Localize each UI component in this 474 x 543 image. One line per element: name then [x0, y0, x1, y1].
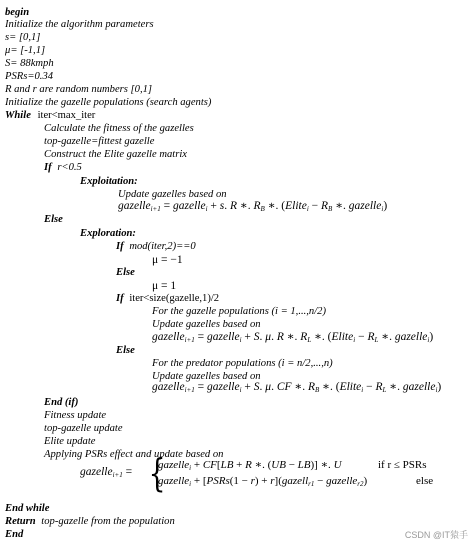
if-condition: r<0.5: [57, 162, 82, 173]
size-condition: iter<size(gazelle,1)/2: [129, 293, 220, 304]
left-brace: {: [148, 451, 166, 495]
init-params-line: Initialize the algorithm parameters: [5, 19, 154, 30]
mu-negative: μ = −1: [152, 254, 183, 266]
while-keyword: While: [5, 110, 31, 121]
predator-equation: gazelle$_{i+1}$ = gazelle$_i$ + S. μ. CF ∗. $R_B$ ∗. (Elite$_i$ − $R_L$ ∗. gazelle$_i$): [152, 381, 442, 394]
psrs-equation-lhs: gazelle$_{i+1}$ =: [80, 466, 133, 479]
if-keyword-3: If: [116, 293, 124, 304]
psrs-effect-line: Applying PSRs effect and update based on: [44, 449, 224, 460]
calc-fitness-line: Calculate the fitness of the gazelles: [44, 123, 194, 134]
else-keyword-3: Else: [116, 345, 135, 356]
S-definition: S= 88kmph: [5, 58, 54, 69]
construct-elite-line: Construct the Elite gazelle matrix: [44, 149, 187, 160]
psrs-definition: PSRs=0.34: [5, 71, 54, 82]
return-text: top-gazelle from the population: [41, 516, 175, 527]
while-condition: iter<max_iter: [37, 110, 96, 121]
if-keyword: If: [44, 162, 52, 173]
psrs-case-1: gazelle$_i$ + CF[LB + R ∗. (UB − LB)] ∗. U: [158, 459, 342, 472]
if-mod-line: [116, 240, 196, 253]
mod-condition: mod(iter,2)==0: [129, 241, 196, 252]
psrs-case-2: gazelle$_i$ + [PSRs(1 − r) + r](gazell$_{r1}$ − gazelle$_{r2}$): [158, 475, 368, 488]
top-gazelle-line: top-gazelle=fittest gazelle: [44, 136, 155, 147]
s-definition: s= [0,1]: [5, 32, 41, 43]
init-population-line: Initialize the gazelle populations (search agents): [5, 97, 212, 108]
update-based-on-3: Update gazelles based on: [152, 371, 261, 382]
if-line: [44, 161, 82, 174]
exploitation-label: Exploitation:: [80, 176, 138, 187]
else-keyword-2: Else: [116, 267, 135, 278]
else-keyword-1: Else: [44, 214, 63, 225]
end-if-keyword: End (if): [44, 397, 79, 408]
cropped-caption-edge: [0, 0, 474, 2]
exploitation-equation: gazelle$_{i+1}$ = gazelle$_i$ + s. R ∗. $R_B$ ∗. (Elite$_i$ − $R_B$ ∗. gazelle$_i$): [118, 200, 388, 213]
if-size-line: [116, 292, 219, 305]
fitness-update-line: Fitness update: [44, 410, 107, 421]
end-keyword: End: [5, 529, 24, 540]
elite-update-line: Elite update: [44, 436, 96, 447]
mu-positive: μ = 1: [152, 280, 177, 292]
return-line: [5, 515, 175, 528]
top-gazelle-update-line: top-gazelle update: [44, 423, 123, 434]
brownian-equation: gazelle$_{i+1}$ = gazelle$_i$ + S. μ. R ∗. $R_L$ ∗. (Elite$_i$ − $R_L$ ∗. gazelle$_i$): [152, 331, 434, 344]
watermark: CSDN @IT猿手: [404, 530, 468, 540]
gazelle-population-line: For the gazelle populations (i = 1,...,n/2): [152, 306, 326, 317]
while-line: [5, 109, 95, 122]
if-keyword-2: If: [116, 241, 124, 252]
mu-definition: μ= [-1,1]: [5, 45, 46, 56]
update-based-on-2: Update gazelles based on: [152, 319, 261, 330]
update-based-on-1: Update gazelles based on: [118, 189, 227, 200]
return-keyword: Return: [5, 516, 36, 527]
begin-keyword: begin: [5, 7, 30, 18]
random-definition: R and r are random numbers [0,1]: [5, 84, 153, 95]
end-while-keyword: End while: [5, 503, 50, 514]
psrs-case-2-condition: else: [416, 475, 434, 487]
psrs-case-1-condition: if r ≤ PSRs: [378, 459, 427, 471]
predator-population-line: For the predator populations (i = n/2,...,n): [152, 358, 333, 369]
exploration-label: Exploration:: [80, 228, 136, 239]
